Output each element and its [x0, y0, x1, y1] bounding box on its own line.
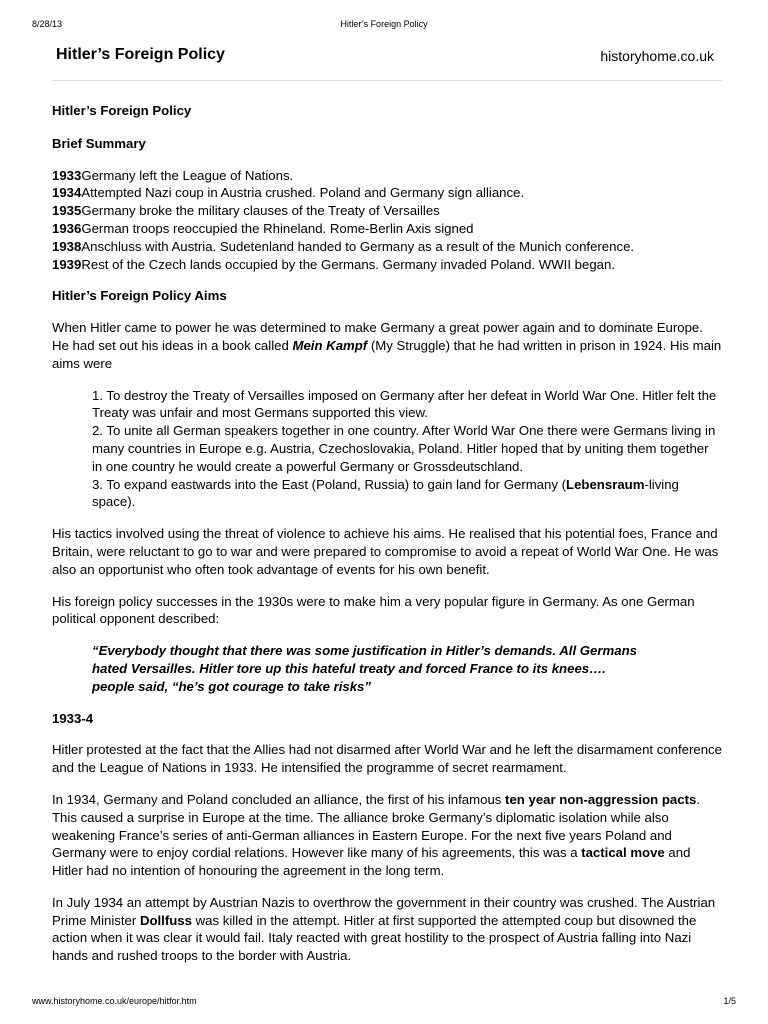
poland-text-mid: . This caused a surprise in Europe at the time. The alliance broke Germany’s diplomatic isolation while also weakening France’s series of anti-German alliances in Eastern Europe. For the next five years Poland and Germany were to enjoy cordial relations. However like many of his agreements, this was a — [52, 791, 700, 861]
timeline-text: Anschluss with Austria. Sudetenland handed to Germany as a result of the Munich conference. — [81, 238, 635, 254]
austria-text-end: was killed in the attempt. Hitler at first supported the attempted coup but disowned the action when it was clear it would fail. Italy reacted with great hostility to the prospect of Austria falling into Nazi hands and rushed troops to the border with Austria. — [52, 912, 697, 964]
timeline-text: Germany left the League of Nations. — [81, 167, 294, 183]
article-body — [52, 98, 722, 979]
successes-paragraph: His foreign policy successes in the 1930s were to make him a very popular figure in Germany. As one German political opponent described: — [52, 593, 695, 627]
poland-text: In 1934, Germany and Poland concluded an alliance, the first of his infamous — [52, 791, 506, 807]
summary-heading: Brief Summary — [52, 135, 146, 151]
print-footer-url[interactable]: www.historyhome.co.uk/europe/hitfor.htm — [32, 996, 197, 1006]
timeline-item — [52, 202, 722, 220]
timeline-item — [52, 220, 722, 238]
quote-line: “Everybody thought that there was some justification in Hitler’s demands. All Germans — [92, 643, 637, 659]
aims-list — [92, 387, 722, 512]
timeline-year: 1939 — [52, 256, 82, 272]
print-footer-page-number: 1/5 — [723, 996, 736, 1006]
timeline-text: German troops reoccupied the Rhineland. Rome-Berlin Axis signed — [81, 220, 474, 236]
aims-intro-paragraph — [52, 319, 722, 372]
timeline-item — [52, 256, 722, 274]
timeline-item — [52, 184, 722, 202]
print-header-date: 8/28/13 — [32, 19, 63, 29]
timeline-year: 1938 — [52, 238, 82, 254]
section-1933-heading: 1933-4 — [52, 710, 94, 726]
opponent-quote — [92, 642, 722, 695]
poland-text-end: and Hitler had no intention of honouring the agreement in the long term. — [52, 845, 691, 879]
poland-pact-paragraph — [52, 791, 722, 880]
lebensraum-term: Lebensraum — [566, 476, 645, 492]
aim-item-2: 2. To unite all German speakers together in one country. After World War One there were Germans living in many countries in Europe e.g. Austria, Czechoslovakia, Poland. Hitler hoped that by uniting them together in one country he would create a powerful Germany or Grossdeutschland. — [92, 423, 716, 474]
header-divider — [52, 80, 722, 81]
aims-heading: Hitler’s Foreign Policy Aims — [52, 288, 227, 304]
print-header-title: Hitler’s Foreign Policy — [340, 19, 428, 29]
timeline-year: 1936 — [52, 220, 82, 236]
quote-line: hated Versailles. Hitler tore up this hateful treaty and forced France to its knees…. — [92, 660, 606, 676]
timeline-item — [52, 167, 722, 185]
timeline-text: Germany broke the military clauses of the Treaty of Versailles — [81, 203, 440, 219]
site-domain[interactable]: historyhome.co.uk — [600, 48, 714, 64]
tactical-move-term: tactical move — [581, 845, 665, 861]
tactics-paragraph: His tactics involved using the threat of violence to achieve his aims. He realised that his potential foes, France and Britain, were reluctant to go to war and were prepared to compromise to avoid a repeat of World War One. He was also an opportunist who often took advantage of events for his own benefit. — [52, 526, 719, 577]
timeline-list — [52, 167, 722, 274]
non-aggression-term: ten year non-aggression pacts — [505, 791, 697, 807]
austria-text: In July 1934 an attempt by Austrian Nazis to overthrow the government in their country was crushed. The Austrian Prime Minister — [52, 894, 716, 928]
timeline-text: Rest of the Czech lands occupied by the Germans. Germany invaded Poland. WWII began. — [81, 256, 615, 272]
timeline-item — [52, 238, 722, 256]
timeline-text: Attempted Nazi coup in Austria crushed. Poland and Germany sign alliance. — [81, 185, 525, 201]
aim-item-1: 1. To destroy the Treaty of Versailles imposed on Germany after her defeat in World War One. Hitler felt the Treaty was unfair and most Germans supported this view. — [92, 387, 717, 421]
aims-intro-text: When Hitler came to power he was determined to make Germany a great power again and to dominate Europe. He had set out his ideas in a book called — [52, 320, 703, 353]
austria-coup-paragraph — [52, 894, 722, 965]
aim-3-text-end: -living space). — [92, 476, 679, 510]
mein-kampf-title: Mein Kampf — [292, 337, 368, 353]
timeline-year: 1934 — [52, 185, 82, 201]
aim-3-text: 3. To expand eastwards into the East (Poland, Russia) to gain land for Germany ( — [92, 476, 567, 492]
timeline-year: 1935 — [52, 203, 82, 219]
quote-line: people said, “he’s got courage to take risks” — [92, 678, 371, 694]
disarmament-paragraph: Hitler protested at the fact that the Allies had not disarmed after World War and he left the disarmament conference and the League of Nations in 1933. He intensified the programme of secret rearmament. — [52, 742, 722, 776]
dollfuss-term: Dollfuss — [139, 912, 192, 928]
aim-item-3 — [92, 476, 722, 512]
site-title[interactable]: Hitler’s Foreign Policy — [56, 46, 225, 63]
article-title: Hitler’s Foreign Policy — [52, 103, 192, 118]
aims-intro-text-end: (My Struggle) that he had written in prison in 1924. His main aims were — [52, 337, 722, 371]
timeline-year: 1933 — [52, 167, 82, 183]
